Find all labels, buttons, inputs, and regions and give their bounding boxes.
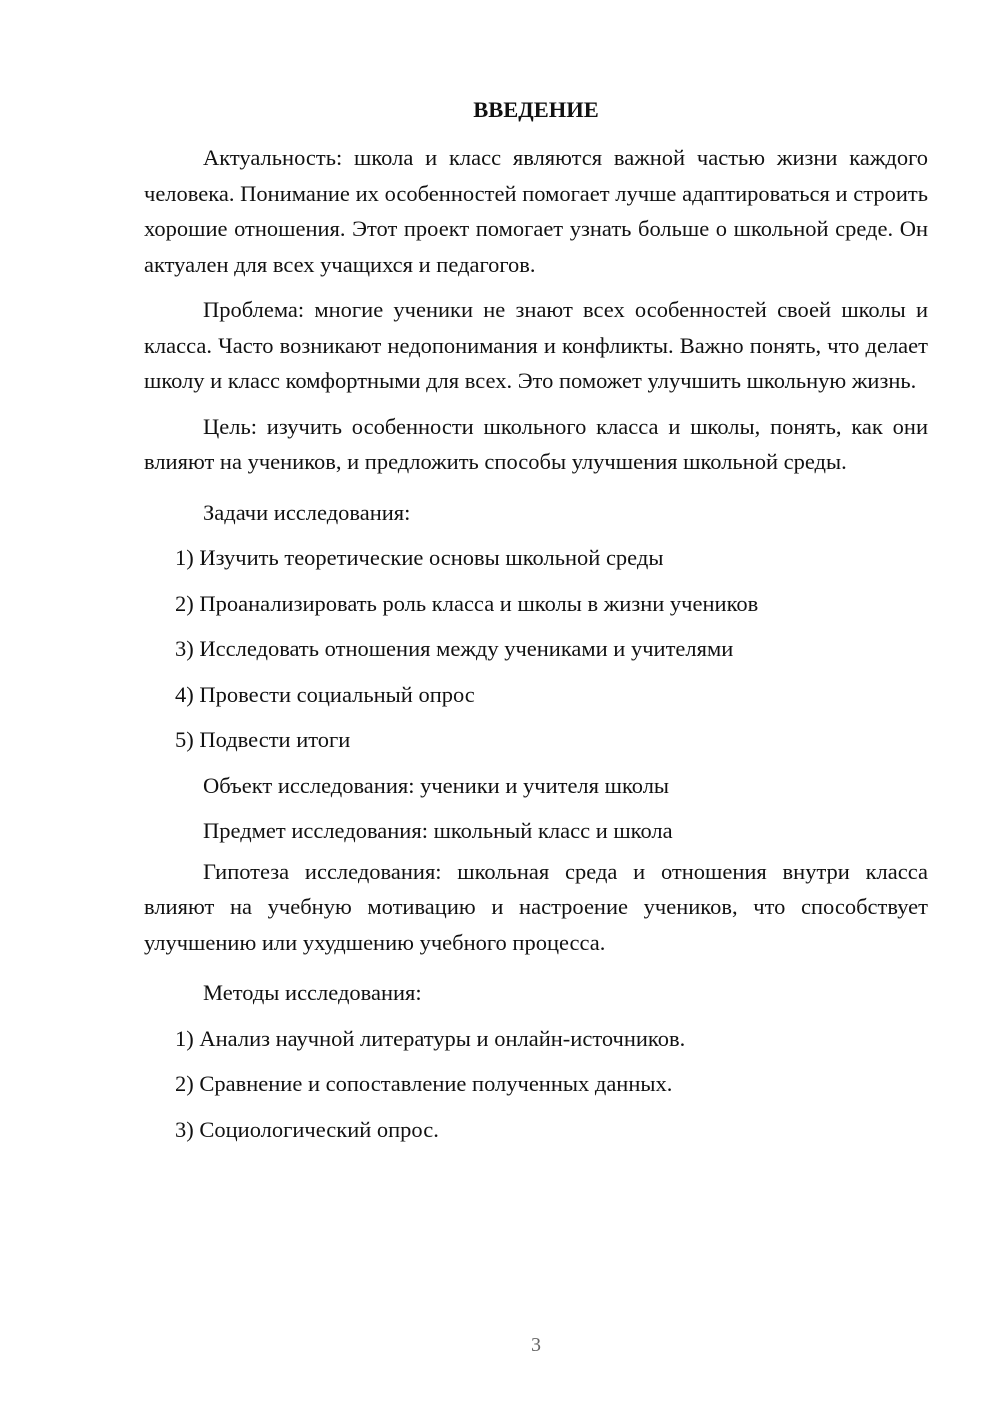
relevance-paragraph: Актуальность: школа и класс являются важной частью жизни каждого человека. Понимание их особенностей помогает лучше адаптироваться и строить хорошие отношения. Этот проект помогает узнать больше о школьной среде. Он актуален для всех учащихся и педагогов. [144,145,928,277]
hypothesis-paragraph: Гипотеза исследования: школьная среда и отношения внутри класса влияют на учебную мотивацию и настроение учеников, что способствует улучшению или ухудшению учебного процесса. [144,858,928,955]
list-item: 3) Исследовать отношения между учениками и учителями [175,636,734,661]
page-title: ВВЕДЕНИЕ [473,97,599,122]
goal-paragraph: Цель: изучить особенности школьного класса и школы, понять, как они влияют на учеников, и предложить способы улучшения школьной среды. [144,413,928,474]
page-number: 3 [531,1334,541,1356]
research-object: Объект исследования: ученики и учителя школы [203,772,670,798]
list-item: 4) Провести социальный опрос [175,681,475,707]
list-item: 1) Анализ научной литературы и онлайн-источников. [175,1025,686,1051]
research-subject: Предмет исследования: школьный класс и школа [203,818,673,843]
list-item: 1) Изучить теоретические основы школьной среды [175,545,664,570]
tasks-heading: Задачи исследования: [203,499,411,525]
page-content [144,95,928,1152]
problem-paragraph: Проблема: многие ученики не знают всех особенностей своей школы и класса. Часто возникают недопонимания и конфликты. Важно понять, что делает школу и класс комфортными для всех. Это поможет улучшить школьную жизнь. [144,297,928,393]
list-item: 2) Сравнение и сопоставление полученных данных. [175,1071,673,1096]
methods-list [144,1016,928,1153]
methods-heading: Методы исследования: [203,980,422,1005]
list-item: 3) Социологический опрос. [175,1116,439,1142]
tasks-list [144,535,928,763]
list-item: 5) Подвести итоги [175,727,351,752]
list-item: 2) Проанализировать роль класса и школы в жизни учеников [175,590,759,616]
